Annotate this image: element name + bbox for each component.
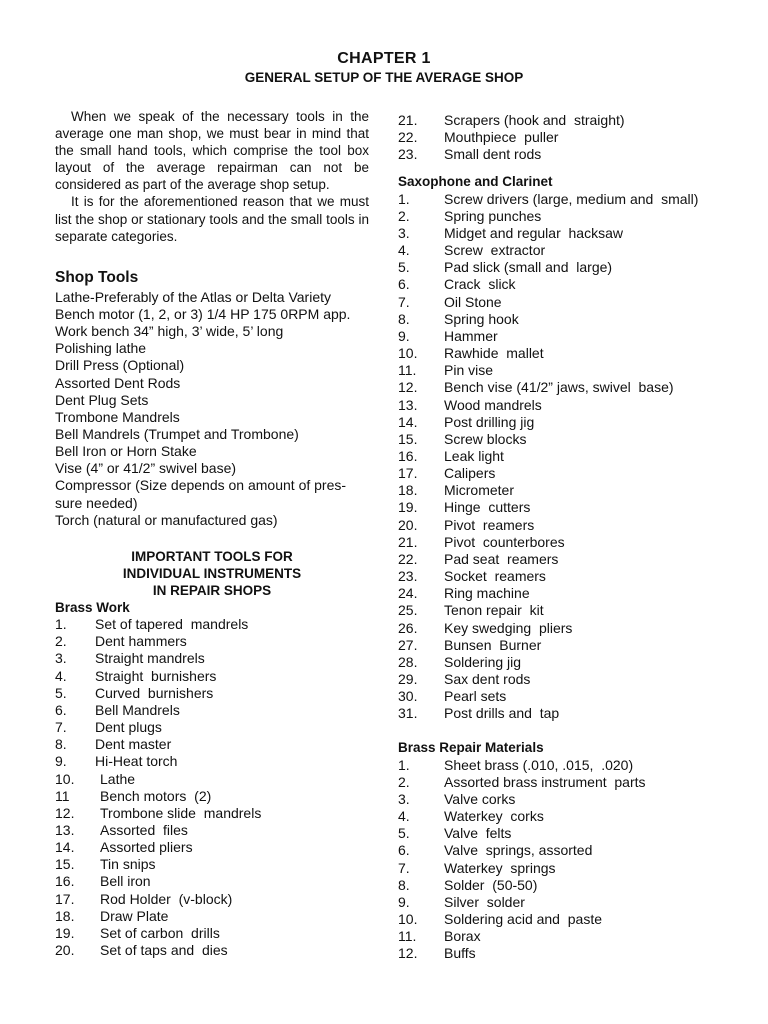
list-item [398,945,738,962]
list-item-number: 5. [55,684,67,701]
list-item [398,877,738,894]
list-item [398,517,738,534]
list-item [55,856,369,873]
list-item-number: 10. [398,911,418,928]
list-item-text: Straight mandrels [95,650,205,667]
list-item [398,129,738,146]
list-item-text: Curved burnishers [95,684,214,701]
list-item-text: Solder (50-50) [444,876,538,893]
list-item [398,379,738,396]
list-item-number: 2. [398,773,410,790]
list-item: Bell Iron or Horn Stake [55,443,197,460]
list-item-text: Soldering jig [444,653,522,670]
list-item-text: Tenon repair kit [444,602,544,619]
list-item-text: Oil Stone [444,293,502,310]
list-item: Torch (natural or manufactured gas) [55,511,278,528]
list-item-text: Dent hammers [95,633,187,650]
list-item [55,685,369,702]
list-item [55,753,369,770]
list-item [398,242,738,259]
list-item [398,808,738,825]
list-item-text: Small dent rods [444,146,542,163]
list-item [398,431,738,448]
list-item-number: 21. [398,533,418,550]
list-item-number: 24. [398,585,418,602]
list-item-number: 6. [398,842,410,859]
list-item-text: Key swedging pliers [444,619,573,636]
list-item: Dent Plug Sets [55,391,149,408]
list-item-text: Scrapers (hook and straight) [444,112,625,128]
list-item [55,839,369,856]
list-item-number: 11. [398,362,417,379]
list-item-number: 27. [398,636,418,653]
list-item: sure needed) [55,494,138,511]
shop-tools-list [55,289,369,529]
list-item [398,911,738,928]
brass-repair-materials-heading: Brass Repair Materials [398,740,544,756]
list-item-number: 12. [398,945,418,962]
list-item [398,637,738,654]
list-item-text: Calipers [444,465,496,482]
list-item-text: Set of taps and dies [100,942,228,959]
list-item: Trombone Mandrels [55,408,180,425]
list-item-text: Pivot counterbores [444,533,565,550]
list-item-number: 25. [398,602,418,619]
list-item-number: 10. [398,345,418,362]
list-item [398,894,738,911]
list-item: Compressor (Size depends on amount of pres- [55,477,347,494]
list-item [398,345,738,362]
list-item [398,620,738,637]
list-item-text: Pin vise [444,362,494,379]
list-item-number: 2. [398,207,410,224]
list-item [55,925,369,942]
list-item-text: Pivot reamers [444,516,535,533]
list-item [55,788,369,805]
list-item-number: 22. [398,129,418,146]
list-item-number: 5. [398,825,410,842]
list-item-text: Silver solder [444,893,525,910]
list-item [398,397,738,414]
list-item-number: 18. [55,907,75,924]
list-item-number: 1. [55,616,67,633]
important-tools-heading-line: IMPORTANT TOOLS FOR [131,548,293,564]
list-item [55,805,369,822]
list-item-text: Midget and regular hacksaw [444,224,623,241]
list-item-text: Buffs [444,945,476,962]
list-item [398,791,738,808]
list-item-number: 19. [398,499,418,516]
list-item [398,208,738,225]
list-item [398,705,738,722]
shop-tools-heading: Shop Tools [55,268,139,286]
list-item-number: 23. [398,146,418,163]
list-item-text: Hi-Heat torch [95,753,178,770]
list-item-number: 14. [55,839,75,856]
important-tools-heading-line: IN REPAIR SHOPS [152,582,272,598]
list-item [55,736,369,753]
list-item [398,328,738,345]
list-item-number: 22. [398,550,418,567]
list-item-text: Bench motors (2) [100,787,212,804]
list-item-text: Set of tapered mandrels [95,616,249,633]
list-item [398,757,738,774]
list-item [398,842,738,859]
important-tools-heading-line: INDIVIDUAL INSTRUMENTS [122,565,302,581]
list-item [55,891,369,908]
list-item-text: Rod Holder (v-block) [100,890,233,907]
list-item [398,499,738,516]
list-item-number: 31. [398,705,418,722]
chapter-title: CHAPTER 1 [337,50,431,67]
list-item-text: Bench vise (41/2” jaws, swivel base) [444,379,674,396]
list-item [398,860,738,877]
list-item: Bench motor (1, 2, or 3) 1/4 HP 175 0RPM app. [55,305,351,322]
list-item [398,671,738,688]
list-item-number: 29. [398,671,418,687]
list-item-number: 18. [398,482,418,499]
list-item-text: Screw drivers (large, medium and small) [444,190,699,207]
list-item [398,276,738,293]
list-item [398,146,738,163]
list-item [398,465,738,482]
list-item-text: Rawhide mallet [444,345,544,362]
list-item: Work bench 34” high, 3’ wide, 5’ long [55,323,284,340]
list-item-number: 23. [398,568,418,585]
list-item-text: Valve springs, assorted [444,842,593,859]
list-item-number: 8. [55,736,67,753]
list-item-number: 20. [55,942,75,959]
list-item-text: Valve corks [444,790,516,807]
right-column [398,112,738,963]
list-item-text: Screw blocks [444,430,527,447]
list-item-number: 12. [55,804,75,821]
list-item-number: 13. [398,396,418,413]
list-item-text: Wood mandrels [444,396,542,413]
list-item-number: 10. [55,770,75,787]
list-item-text: Leak light [444,447,504,464]
list-item-text: Tin snips [100,856,156,873]
list-item-text: Post drills and tap [444,705,560,722]
list-item-text: Draw Plate [100,907,169,924]
list-item-text: Micrometer [444,482,515,499]
list-item [398,362,738,379]
list-item-number: 8. [398,876,410,893]
list-item [55,633,369,650]
list-item-text: Dent plugs [95,719,162,736]
intro-paragraph-1: When we speak of the necessary tools in the average one man shop, we must bear in mind that the small hand tools, which comprise the tool box layout of the average repairman can not be considered as part of the average shop setup. [55,109,369,193]
list-item-text: Waterkey springs [444,859,556,876]
list-item: Polishing lathe [55,340,147,357]
list-item-number: 13. [55,821,75,838]
list-item-number: 21. [398,112,418,128]
list-item-number: 9. [55,753,67,770]
list-item [398,112,738,129]
list-item-text: Crack slick [444,276,516,293]
sax-clarinet-heading: Saxophone and Clarinet [398,174,553,190]
list-item-text: Borax [444,928,481,945]
chapter-subtitle: GENERAL SETUP OF THE AVERAGE SHOP [244,70,524,85]
list-item-number: 17. [55,890,75,907]
list-item-text: Screw extractor [444,242,546,259]
brass-repair-materials-list [398,757,738,963]
list-item: Vise (4” or 41/2” swivel base) [55,460,237,477]
list-item [398,774,738,791]
list-item [398,534,738,551]
list-item-text: Set of carbon drills [100,924,220,941]
list-item-number: 7. [398,293,410,310]
list-item [398,928,738,945]
list-item-text: Spring hook [444,310,519,327]
list-item-text: Lathe [100,770,136,787]
list-item [398,225,738,242]
list-item-number: 16. [55,873,75,890]
list-item: Assorted Dent Rods [55,374,181,391]
list-item-number: 19. [55,924,75,941]
list-item [398,602,738,619]
list-item [398,688,738,705]
brass-work-heading: Brass Work [55,599,130,615]
left-column [55,108,369,959]
list-item [55,668,369,685]
list-item-number: 8. [398,310,410,327]
list-item-number: 20. [398,516,418,533]
list-item-number: 7. [398,859,410,876]
list-item-number: 4. [55,667,67,684]
list-item [398,482,738,499]
list-item-number: 12. [398,379,418,396]
list-item-number: 16. [398,447,418,464]
list-item [398,585,738,602]
list-item [398,568,738,585]
list-item [55,702,369,719]
sax-clarinet-list [398,191,738,723]
list-item-number: 1. [398,190,410,207]
list-item: Drill Press (Optional) [55,357,185,374]
list-item-text: Bell iron [100,873,151,890]
list-item-text: Pearl sets [444,688,507,705]
list-item-text: Bell Mandrels [95,701,180,718]
list-item-number: 15. [398,430,418,447]
list-item [398,825,738,842]
list-item-number: 4. [398,808,410,825]
list-item-number: 14. [398,413,418,430]
list-item [55,719,369,736]
list-item-number: 7. [55,719,67,736]
list-item [398,448,738,465]
list-item-text: Straight burnishers [95,667,217,684]
list-item [398,311,738,328]
list-item-text: Soldering acid and paste [444,911,602,928]
list-item-text: Mouthpiece puller [444,129,559,146]
list-item-text: Bunsen Burner [444,636,542,653]
list-item [55,942,369,959]
important-tools-heading [55,548,369,599]
list-item-text: Assorted brass instrument parts [444,773,646,790]
list-item-number: 9. [398,327,410,344]
list-item-number: 3. [55,650,67,667]
list-item-number: 26. [398,619,418,636]
list-item-number: 2. [55,633,67,650]
list-item-text: Post drilling jig [444,413,535,430]
intro-paragraph-2: It is for the aforementioned reason that we must list the shop or stationary tools and the small tools in separate categories. [55,194,369,244]
list-item [55,771,369,788]
brass-work-list [55,616,369,959]
list-item-text: Assorted pliers [100,839,193,856]
list-item: Lathe-Preferably of the Atlas or Delta Variety [55,288,331,305]
list-item-text: Sax dent rods [444,671,531,687]
list-item-text: Hammer [444,327,498,344]
list-item [398,191,738,208]
list-item-number: 9. [398,893,410,910]
list-item [55,908,369,925]
list-item-text: Socket reamers [444,568,546,585]
list-item [55,650,369,667]
list-item-number: 11 [55,787,70,804]
list-item-text: Pad slick (small and large) [444,259,613,276]
list-item-text: Pad seat reamers [444,550,559,567]
list-item-number: 11. [398,928,417,945]
list-item-text: Valve felts [444,825,512,842]
list-item-number: 5. [398,259,410,276]
list-item-number: 6. [55,701,67,718]
list-item [398,294,738,311]
list-item-number: 3. [398,790,410,807]
list-item [398,414,738,431]
list-item-text: Assorted files [100,821,188,838]
list-item-number: 28. [398,653,418,670]
list-item-number: 4. [398,242,410,259]
list-item-number: 3. [398,224,410,241]
list-item-text: Waterkey corks [444,808,544,825]
list-item-text: Ring machine [444,585,530,602]
list-item-text: Dent master [95,736,172,753]
list-item-number: 17. [398,465,418,482]
list-item-number: 30. [398,688,418,705]
list-item-number: 6. [398,276,410,293]
list-item-text: Trombone slide mandrels [100,804,262,821]
list-item [398,551,738,568]
list-item: Bell Mandrels (Trumpet and Trombone) [55,426,299,442]
list-item [398,654,738,671]
list-item [55,822,369,839]
list-item [398,259,738,276]
list-item-text: Hinge cutters [444,499,531,516]
list-item-number: 1. [398,756,410,773]
list-item-text: Spring punches [444,207,542,224]
list-item [55,616,369,633]
list-item-number: 15. [55,856,75,873]
brass-work-continued-list [398,112,738,163]
list-item-text: Sheet brass (.010, .015, .020) [444,756,634,773]
list-item [55,873,369,890]
